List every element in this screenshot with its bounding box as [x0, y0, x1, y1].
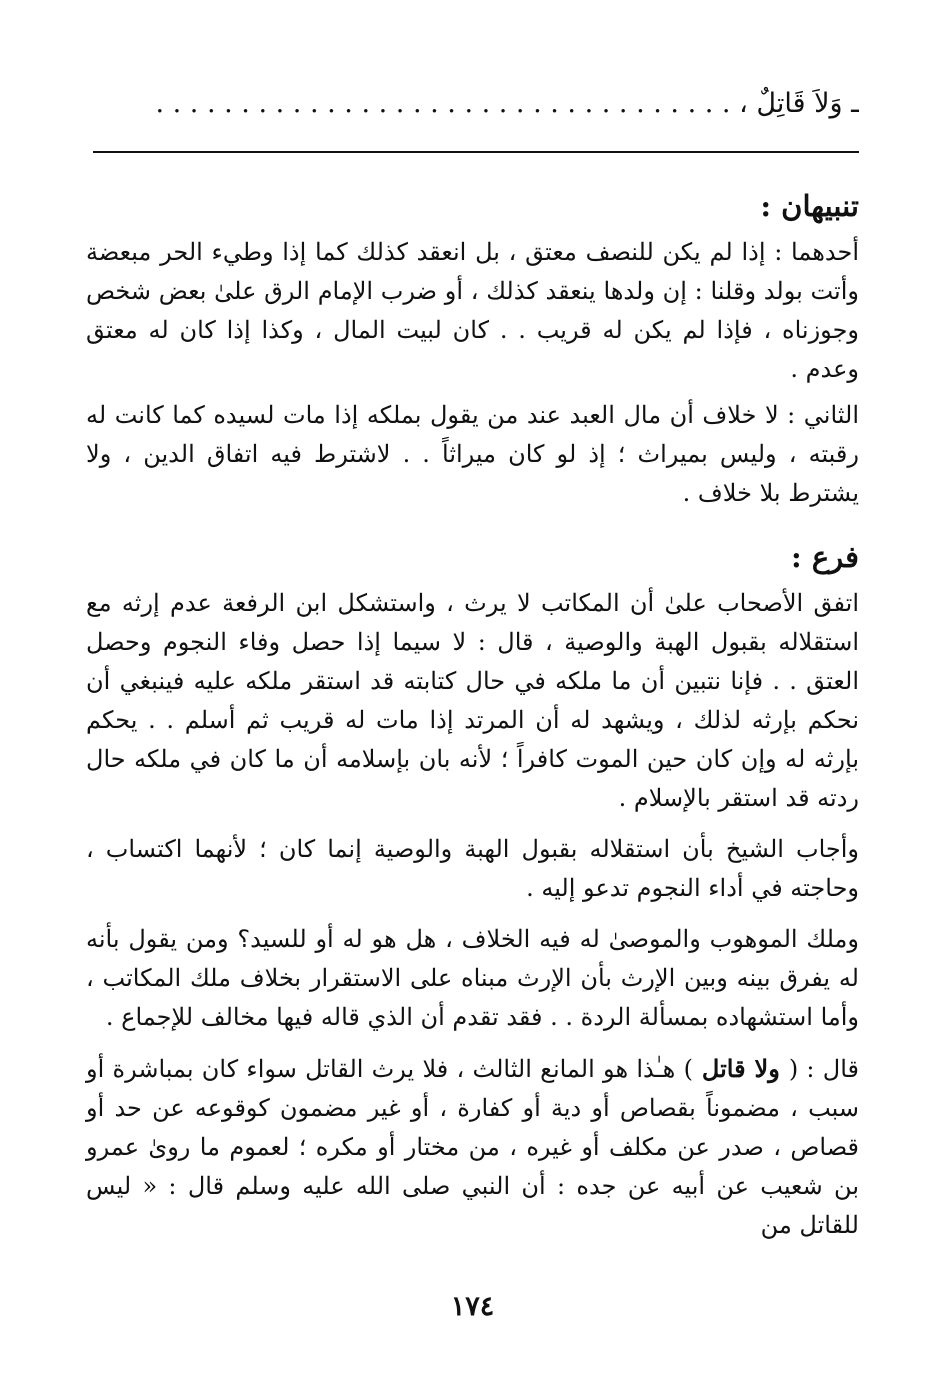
matn-line [86, 84, 859, 124]
paragraph-tanbih-1: أحدهما : إذا لم يكن للنصف معتق ، بل انعقد كذلك كما إذا وطيء الحر مبعضة وأتت بولد وقلنا : إن ولدها ينعقد كذلك ، أو ضرب الإمام الرق علىٰ بعض شخص وجوزناه ، فإذا لم يكن له قريب . . كان لبيت المال ، وكذا إذا كان له معتق وعدم . [86, 238, 859, 383]
qala-lead: قال : ( [788, 1055, 859, 1083]
section-heading-tanbihan: تنبيهان : [760, 189, 859, 223]
qala-matn-quote: ولا قاتل [692, 1054, 789, 1083]
qala-close: ) [683, 1055, 693, 1083]
section-heading-far: فرع : [791, 540, 859, 574]
header-rule [93, 151, 859, 153]
qala-rest: هـٰذا هو المانع الثالث ، فلا يرث القاتل سواء كان بمباشرة أو سبب ، مضموناً بقصاص أو دية أو كفارة ، أو غير مضمون كوقوعه عن حد أو قصاص ، صدر عن مكلف أو غيره ، من مختار أو مكره ؛ لعموم ما روىٰ عمرو بن شعيب عن أبيه عن جده : أن النبي صلى الله عليه وسلم قال : « ليس للقاتل من [86, 1055, 859, 1239]
commentary-body [86, 186, 859, 1245]
paragraph-far-3: وملك الموهوب والموصىٰ له فيه الخلاف ، هل هو له أو للسيد؟ ومن يقول بأنه له يفرق بينه وبين الإرث بأن الإرث مبناه على الاستقرار بخلاف ملك المكاتب ، وأما استشهاده بمسألة الردة . . فقد تقدم أن الذي قاله فيها مخالف للإجماع . [86, 925, 859, 1031]
paragraph-qala [86, 1049, 859, 1245]
matn-text: ـ وَلاَ قَاتِلٌ ، [739, 88, 859, 119]
paragraph-tanbih-2: الثاني : لا خلاف أن مال العبد عند من يقول بملكه إذا مات لسيده كما كانت له رقبته ، وليس بميراث ؛ إذ لو كان ميراثاً . . لاشترط فيه اتفاق الدين ، ولا يشترط بلا خلاف . [86, 401, 859, 507]
page-number: ١٧٤ [450, 1291, 495, 1322]
matn-dots: . . . . . . . . . . . . . . . . . . . . . . . . . . . . . . . . . . [155, 88, 731, 119]
paragraph-far-2: وأجاب الشيخ بأن استقلاله بقبول الهبة والوصية إنما كان ؛ لأنهما اكتساب ، وحاجته في أداء النجوم تدعو إليه . [86, 835, 859, 902]
paragraph-far-1: اتفق الأصحاب علىٰ أن المكاتب لا يرث ، واستشكل ابن الرفعة عدم إرثه مع استقلاله بقبول الهبة والوصية ، قال : لا سيما إذا حصل وفاء النجوم وحصل العتق . . فإنا نتبين أن ما ملكه في حال كتابته قد استقر ملكه عليه فينبغي أن نحكم بإرثه لذلك ، ويشهد له أن المرتد إذا مات له قريب ثم أسلم . . يحكم بإرثه له وإن كان حين الموت كافراً ؛ لأنه بان بإسلامه أن ما كان في ملكه حال ردته قد استقر بالإسلام . [86, 589, 859, 812]
